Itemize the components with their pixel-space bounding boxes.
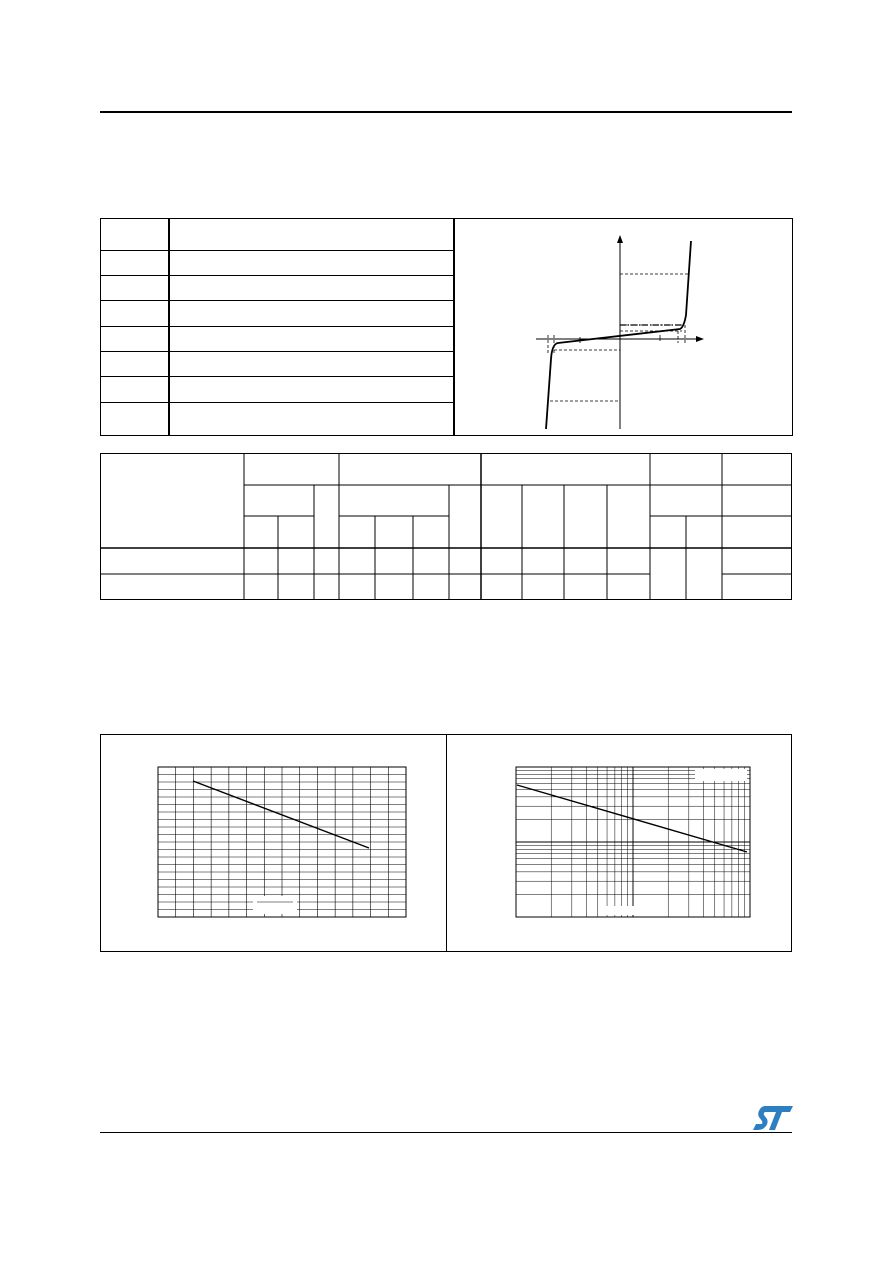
parameter-cell — [169, 250, 454, 275]
symbol-cell — [101, 275, 169, 300]
parameter-cell — [169, 275, 454, 300]
current-axis-arrow — [617, 235, 623, 243]
parameter-cell — [169, 300, 454, 326]
parameter-cell — [169, 402, 454, 435]
parameter-cell — [169, 351, 454, 376]
legend-box — [253, 896, 297, 914]
electrical-table — [100, 453, 792, 600]
parameter-cell — [169, 219, 454, 250]
voltage-axis-arrow — [696, 336, 704, 342]
st-logo-shape — [753, 1106, 793, 1130]
figure-2-chart — [515, 766, 751, 918]
footer-rule — [100, 1132, 792, 1133]
parameter-section — [100, 218, 793, 436]
st-logo-icon — [753, 1104, 793, 1132]
iv-characteristic-diagram — [454, 219, 792, 435]
parameter-cell — [169, 326, 454, 351]
parameter-table — [101, 219, 454, 435]
label-mask — [599, 906, 635, 915]
parameter-cell — [169, 376, 454, 402]
figure-1-chart — [157, 766, 407, 918]
symbol-cell — [101, 219, 169, 250]
electrical-table-grid — [100, 453, 792, 600]
header-rule — [100, 111, 792, 113]
symbol-cell — [101, 376, 169, 402]
legend-box — [695, 769, 747, 781]
symbol-cell — [101, 326, 169, 351]
symbol-cell — [101, 402, 169, 435]
parameter-table-grid — [101, 219, 454, 435]
symbol-cell — [101, 351, 169, 376]
figure-divider — [446, 735, 447, 951]
symbol-cell — [101, 300, 169, 326]
figures-section — [100, 734, 792, 952]
series-line — [193, 781, 369, 848]
reference-lines — [548, 274, 688, 401]
symbol-cell — [101, 250, 169, 275]
